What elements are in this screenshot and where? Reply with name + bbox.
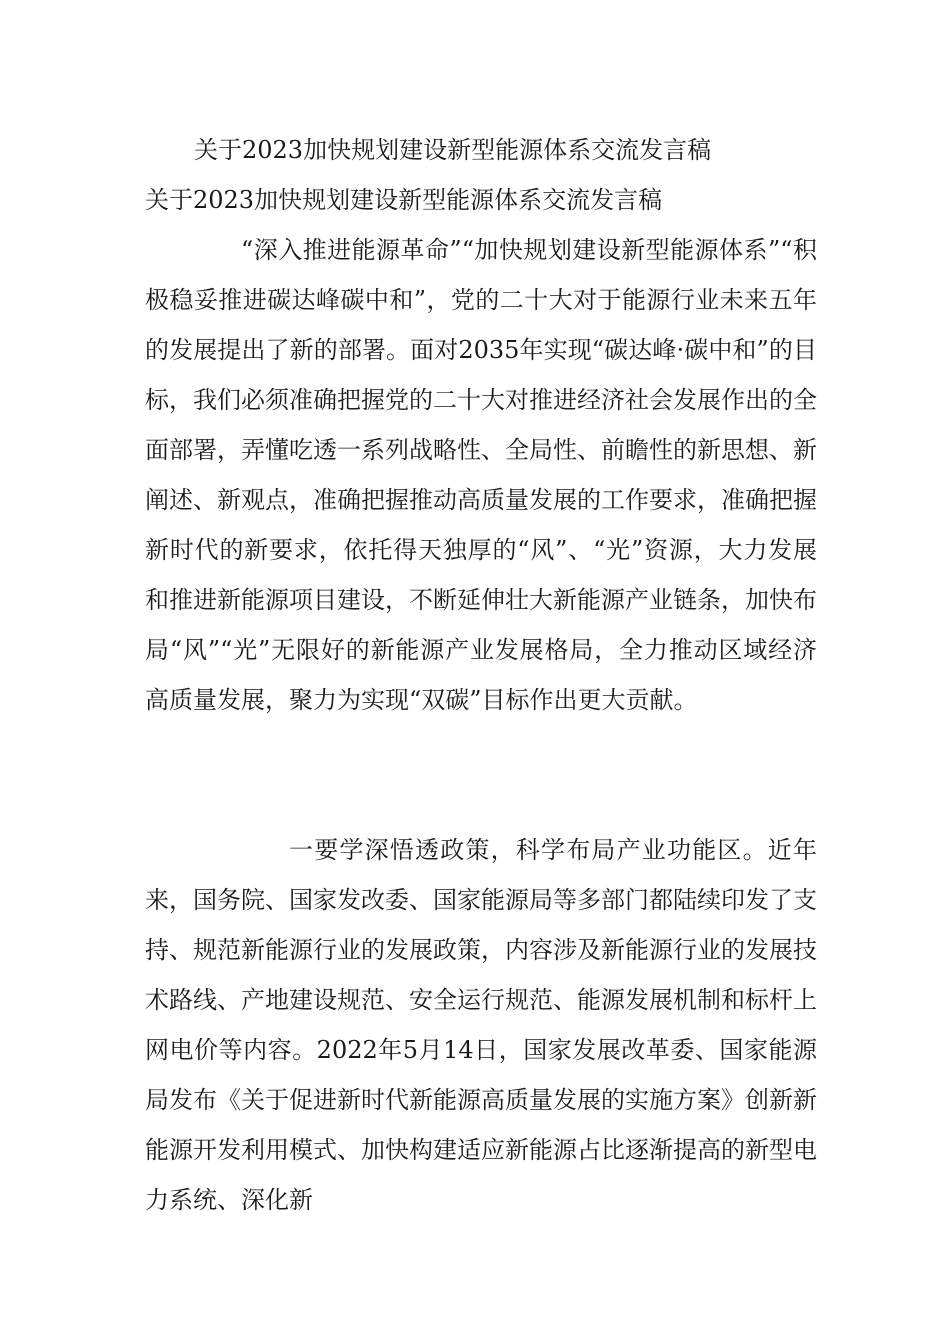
body-paragraph-1: “深入推进能源革命”“加快规划建设新型能源体系”“积极稳妥推进碳达峰碳中和”，党的二十大对于能源行业未来五年的发展提出了新的部署。面对2035年实现“碳达峰·碳中和”的目标，我们必须准确把握党的二十大对推进经济社会发展作出的全面部署，弄懂吃透一系列战略性、全局性、前瞻性的新思想、新阐述、新观点，准确把握推动高质量发展的工作要求，准确把握新时代的新要求，依托得天独厚的“风”、“光”资源，大力发展和推进新能源项目建设，不断延伸壮大新能源产业链条，加快布局“风”“光”无限好的新能源产业发展格局，全力推动区域经济高质量发展，聚力为实现“双碳”目标作出更大贡献。 <box>145 236 817 714</box>
body-paragraph-2: 一要学深悟透政策，科学布局产业功能区。近年来，国务院、国家发改委、国家能源局等多部门都陆续印发了支持、规范新能源行业的发展政策，内容涉及新能源行业的发展技术路线、产地建设规范、安全运行规范、能源发展机制和标杆上网电价等内容。2022年5月14日，国家发展改革委、国家能源局发布《关于促进新时代新能源高质量发展的实施方案》创新新能源开发利用模式、加快构建适应新能源占比逐渐提高的新型电力系统、深化新 <box>145 836 817 1214</box>
document-title-line-2: 关于2023加快规划建设新型能源体系交流发言稿 <box>145 186 663 214</box>
document-title-line-1: 关于2023加快规划建设新型能源体系交流发言稿 <box>194 136 712 164</box>
